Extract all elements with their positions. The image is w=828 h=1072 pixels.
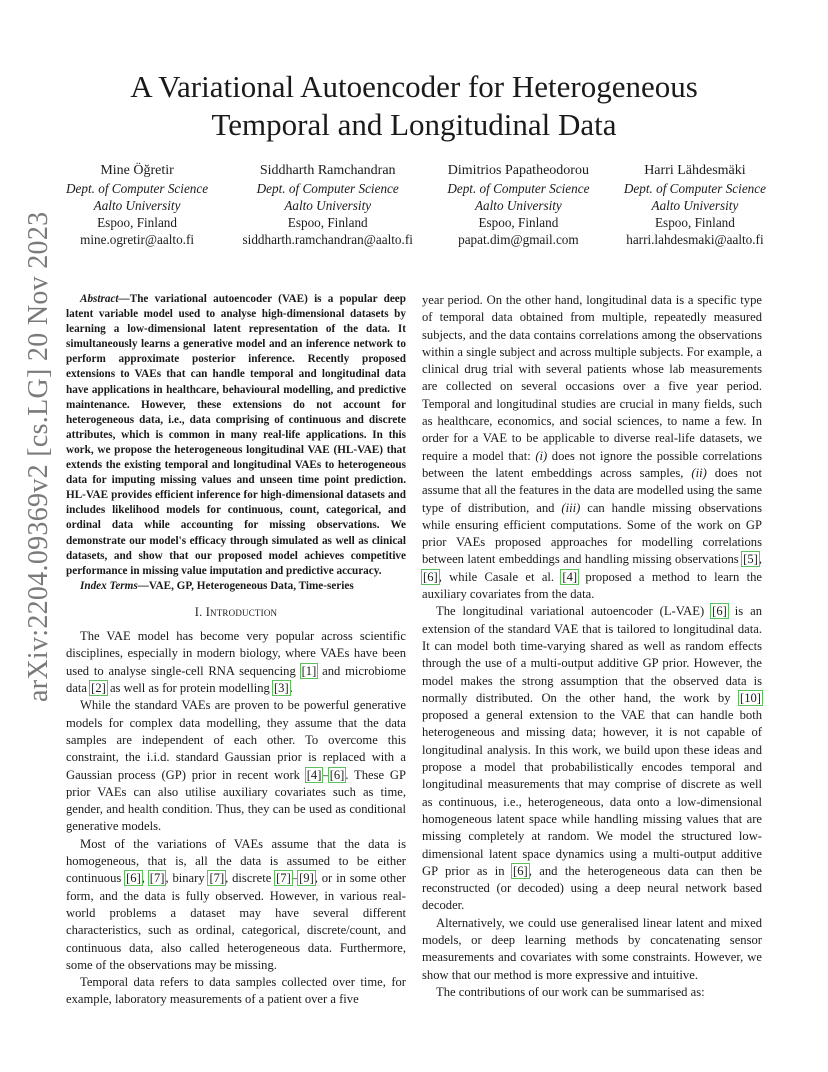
paragraph xyxy=(422,603,762,914)
text-run: , xyxy=(141,871,149,886)
text-run: , xyxy=(758,552,762,567)
index-terms-lead: Index Terms— xyxy=(80,579,149,592)
citation-link[interactable]: [5] xyxy=(743,552,758,567)
citation-link[interactable]: [7] xyxy=(276,871,291,886)
text-run: is an extension of the standard VAE that is tailored to longitudinal data. It can model both time-varying shared as well as random effects through the use of a multi-output additive GP prior. However, the model makes the strong assumption that the observed data is normally distributed. On the other hand, the work by xyxy=(422,604,762,705)
author-name: Mine Öğretir xyxy=(100,163,174,178)
title-line-2: Temporal and Longitudinal Data xyxy=(211,107,617,142)
citation-link[interactable]: [10] xyxy=(740,690,761,705)
text-run: , discrete xyxy=(225,871,276,886)
author-name: Harri Lähdesmäki xyxy=(644,163,746,178)
text-run: as well as for protein modelling xyxy=(106,681,273,696)
author-university: Aalto University xyxy=(651,198,739,213)
section-title: Introduction xyxy=(205,604,278,619)
author-location: Espoo, Finland xyxy=(287,215,368,230)
citation-link[interactable]: [6] xyxy=(513,863,528,878)
text-run: The VAE model has become very popular across scientific disciplines, especially in modern biology, where VAEs have been used to analyse single-cell RNA sequencing xyxy=(66,629,406,678)
text-run: does not ignore the possible correlations between the latent embeddings across samples, xyxy=(422,448,762,480)
author-university: Aalto University xyxy=(93,198,181,213)
citation-link[interactable]: [6] xyxy=(423,569,438,584)
author-dept: Dept. of Computer Science xyxy=(447,181,590,196)
enum-marker: (ii) xyxy=(691,465,707,480)
author-email[interactable]: siddharth.ramchandran@aalto.fi xyxy=(242,232,413,247)
author-location: Espoo, Finland xyxy=(655,215,735,230)
index-terms xyxy=(66,579,406,594)
author-location: Espoo, Finland xyxy=(478,215,559,230)
citation-link[interactable]: [9] xyxy=(299,871,314,886)
citation-link[interactable]: [7] xyxy=(209,871,225,886)
citation-link[interactable]: [4] xyxy=(562,569,578,584)
text-run: . xyxy=(289,681,293,696)
abstract-lead: Abstract— xyxy=(80,293,130,305)
enum-marker: (iii) xyxy=(561,500,581,515)
text-run: , binary xyxy=(165,871,209,886)
citation-link[interactable]: [1] xyxy=(301,663,317,678)
citation-link[interactable]: [3] xyxy=(273,681,289,696)
text-run: , or in some other form, and the data is fully observed. However, in various real-world problems a dataset may have several different characteristics, such as ordinal, categorical, discrete/count, and continuous data, also called heterogeneous data. Furthermore, some of the observations may be missing. xyxy=(66,871,406,972)
author-university: Aalto University xyxy=(474,198,562,213)
paragraph: Temporal data refers to data samples collected over time, for example, laboratory measurements of a patient over a five xyxy=(66,975,406,1007)
paragraph: The contributions of our work can be summarised as: xyxy=(436,984,705,999)
text-run: – xyxy=(291,871,299,886)
author-dept: Dept. of Computer Science xyxy=(623,181,766,196)
author-dept: Dept. of Computer Science xyxy=(256,181,399,196)
citation-link[interactable]: [4] xyxy=(306,767,322,782)
author-email[interactable]: mine.ogretir@aalto.fi xyxy=(80,232,195,247)
citation-link[interactable]: [6] xyxy=(712,604,727,619)
left-column xyxy=(66,292,406,1009)
text-run: . These GP prior VAEs can also utilise auxiliary covariates such as time, gender, and health condition. Thus, they can be used as conditional generative models. xyxy=(66,767,406,834)
author-4 xyxy=(624,162,766,248)
paragraph xyxy=(422,292,762,603)
paragraph xyxy=(66,836,406,974)
author-email[interactable]: harri.lahdesmaki@aalto.fi xyxy=(626,232,764,247)
citation-link[interactable]: [6] xyxy=(126,871,141,886)
citation-link[interactable]: [6] xyxy=(329,767,345,782)
section-number: I. xyxy=(194,604,203,619)
author-1 xyxy=(66,162,208,248)
author-email[interactable]: papat.dim@gmail.com xyxy=(458,232,579,247)
arxiv-stamp: arXiv:2204.09369v2 [cs.LG] 20 Nov 2023 xyxy=(23,211,54,702)
section-heading xyxy=(66,604,406,621)
paragraph xyxy=(66,697,406,835)
text-run: does not assume that all the features in the data are modelled using the same type of distribution, and xyxy=(422,465,762,515)
paragraph: Alternatively, we could use generalised linear latent and mixed models, or deep learning methods by concatenating sensor measurements and covariates with some constraints. However, we show that our method is more expressive and intuitive. xyxy=(422,915,762,982)
paper-title xyxy=(60,68,768,144)
author-2 xyxy=(243,162,413,248)
text-run: can handle missing observations while ensuring efficient computations. Some of the work on GP prior VAEs proposed approaches for modelling correlations between latent embeddings and handling missing observations xyxy=(422,500,762,567)
text-run: proposed a method to learn the auxiliary covariates from the data. xyxy=(422,569,763,602)
author-location: Espoo, Finland xyxy=(97,215,177,230)
author-block xyxy=(66,162,766,248)
text-run: proposed a general extension to the VAE that can handle both heterogeneous and missing data; however, it is not capable of longitudinal analysis. In this work, we build upon these ideas and propose a model that probabilistically encodes temporal and longitudinal measurements that may comprise of discrete as well as continuous, i.e., heterogeneous, data onto a low-dimensional homogeneous latent space while handling missing values that are missing completely at random. We model the structured low-dimensional latent space dynamics using a multi-output additive GP prior as in xyxy=(422,708,762,878)
abstract-text: The variational autoencoder (VAE) is a popular deep latent variable model used to analyse high-dimensional datasets by learning a low-dimensional latent representation of the data. It simultaneously learns a generative model and an inference network to perform approximate posterior inference. Recently proposed extensions to VAEs that can handle temporal and longitudinal data have applications in healthcare, behavioural modelling, and predictive maintenance. However, these extensions do not account for heterogeneous data, i.e., data comprising of continuous and discrete attributes, which is common in many real-life applications. In this work, we propose the heterogeneous longitudinal VAE (HL-VAE) that extends the existing temporal and longitudinal VAEs to heterogeneous data for imputing missing values and unseen time point prediction. HL-VAE provides efficient inference for high-dimensional datasets and includes likelihood models for continuous, count, categorical, and ordinal data while accounting for missing observations. We demonstrate our model's efficacy through simulated as well as clinical datasets, and show that our proposed model achieves competitive performance in missing value imputation and predictive accuracy. xyxy=(66,293,406,577)
text-run: Most of the variations of VAEs assume that the data is homogeneous, that is, all the data is assumed to be either continuous xyxy=(66,836,406,886)
author-name: Dimitrios Papatheodorou xyxy=(447,163,589,178)
title-line-1: A Variational Autoencoder for Heterogeneous xyxy=(130,69,698,104)
author-3 xyxy=(447,162,589,248)
right-column xyxy=(422,292,762,1001)
text-run: and microbiome data xyxy=(66,663,406,696)
text-run: The longitudinal variational autoencoder (L-VAE) xyxy=(436,604,712,619)
author-university: Aalto University xyxy=(284,198,372,213)
text-run: , and the heterogeneous data can then be reconstructed (or decoded) using a deep neural network based decoder. xyxy=(422,863,762,913)
text-run: , while Casale et al. xyxy=(438,569,562,584)
author-name: Siddharth Ramchandran xyxy=(259,163,396,178)
enum-marker: (i) xyxy=(535,448,548,463)
author-dept: Dept. of Computer Science xyxy=(66,181,209,196)
text-run: year period. On the other hand, longitudinal data is a specific type of temporal data obtained from multiple, repeatedly measured subjects, and the data contains correlations among the observations within a single subject and across multiple subjects. For example, a clinical drug trial with several patients whose lab measurements are collected on several occasions over a five year period. Temporal and longitudinal studies are crucial in many fields, such as healthcare, economics, and social sciences, to name a few. In order for a VAE to be applicable to diverse real-life datasets, we require a model that: xyxy=(422,293,762,463)
text-run: – xyxy=(322,767,329,782)
paragraph xyxy=(66,628,406,697)
citation-link[interactable]: [2] xyxy=(91,681,106,696)
citation-link[interactable]: [7] xyxy=(149,871,165,886)
abstract xyxy=(66,292,406,579)
index-terms-text: VAE, GP, Heterogeneous Data, Time-series xyxy=(148,579,354,592)
text-run: While the standard VAEs are proven to be powerful generative models for complex data modelling, they assume that the data samples are independent of each other. To overcome this constraint, the i.i.d. standard Gaussian prior is replaced with a Gaussian process (GP) prior in recent work xyxy=(66,698,406,782)
